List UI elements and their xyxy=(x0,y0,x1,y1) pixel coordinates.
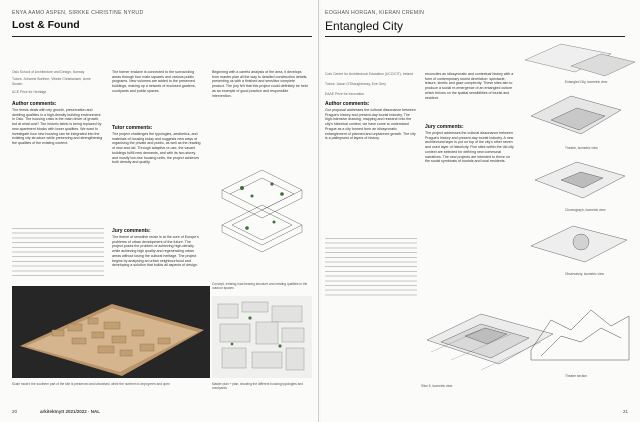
right-jury-comments-head: Jury comments: xyxy=(425,124,464,130)
right-col2-text: reconciles an idiosyncratic and contextual history with a form of contemporary tourist dereliction: spectacle, leisure, kinetic and gaze complexity. These sites aim to produce a social re-emergence of an entangled culture which thrives on the spatial sensibilities of tourist and resident. xyxy=(425,72,514,100)
side-caption: Theatre, isometric view xyxy=(565,146,598,150)
magazine-name: arkitektnytt 2021/2022 · NAL xyxy=(40,409,101,414)
side-caption: Theatre section xyxy=(565,374,587,378)
right-authors: EOGHAN HORGAN, KIERAN CREMIN xyxy=(325,10,425,16)
left-author-comments-head: Author comments: xyxy=(12,101,57,107)
right-prize: EAAE Prize for Innovation xyxy=(325,92,365,96)
side-caption: Choreograph, isometric view xyxy=(565,208,606,212)
entangled-city-collage xyxy=(521,36,639,80)
theatre-section-image xyxy=(521,290,639,372)
right-folio: 21 xyxy=(622,409,628,414)
entangled-city-drawing xyxy=(521,36,639,80)
concept-drawing-caption: Concept, existing load bearing structure and existing qualities in the outdoor spaces xyxy=(212,282,308,291)
left-title-rule xyxy=(12,36,312,37)
choreograph-drawing xyxy=(521,150,639,208)
theatre-section-drawing xyxy=(521,290,639,372)
side-caption: Entangled City, isometric view xyxy=(565,80,608,84)
observatory-isometric-image xyxy=(521,212,639,272)
slice-isometric-caption: Slice 5, isometric view xyxy=(421,384,453,388)
left-col1-text-continuation xyxy=(12,228,104,278)
scale-model-photo xyxy=(12,286,210,378)
observatory-drawing xyxy=(521,212,639,272)
theatre-drawing xyxy=(521,86,639,146)
right-title: Entangled City xyxy=(325,19,404,33)
left-author-comments-text: The thesis deals with city growth, preservation and dwelling qualities in a high-density building environment in Oslo. The housing crisis is the main driver of growth, but at what cost? The historic fabric is being replaced by new apartment blocks with lower qualities. We want to investigate how new housing can be integrated into the existing city structure while preserving and strengthening the qualities of the existing context. xyxy=(12,108,103,145)
right-tutors: Tutors: Jason O'Shaughnessy, Eve Grey xyxy=(325,82,386,86)
right-col1-text-continuation xyxy=(325,238,417,298)
right-author-comments-head: Author comments: xyxy=(325,101,370,107)
left-col3-text: Beginning with a careful analysis of the area, it develops from master plan all the way to detailed construction details, presenting us with a finished and sensitive complete product. The jury felt that this project could definitely be held as an example of good practice and responsible intervention. xyxy=(212,70,308,98)
left-prize: ACE Prize for Heritage xyxy=(12,90,47,94)
choreograph-isometric-image xyxy=(521,150,639,208)
master-plan xyxy=(212,296,312,378)
left-tutors: Tutors: Johanne Borthne, Vibeke Christiansen, Anne Skoien xyxy=(12,77,91,86)
right-school: Cork Centre for Architectural Education (UCC/CIT), Ireland xyxy=(325,72,413,76)
left-col2-intro: The former enclave is connected to the surrounding areas through four main squares and various public programs. New volumes are added to the preserved buildings, making up a network of enclosed gardens, courtyards and public spaces. xyxy=(112,70,196,93)
master-plan-image xyxy=(212,296,312,378)
scale-model-caption: Scale model: the southern part of the site is preserved and urbanised, while the northern is kept green and open xyxy=(12,382,170,386)
scale-model-illustration xyxy=(12,286,210,378)
right-author-comments-text: Our proposal addresses the cultural dissonance between Prague's history and present-day tourist industry. The high-intensive drawing, mapping and research into the city's historical context, we have come to understand Prague as a city formed from an idiosyncratic entanglement of planned and unplanned growth. The city is a palimpsest of layers of history. xyxy=(325,108,416,141)
side-caption: Observatory, isometric view xyxy=(565,272,604,276)
concept-drawing-image xyxy=(212,150,312,270)
left-jury-comments-head: Jury comments: xyxy=(112,228,151,234)
left-school: Oslo School of Architecture and Design, Norway xyxy=(12,70,85,74)
left-folio: 20 xyxy=(12,409,18,414)
master-plan-caption: Master plan + plan, showing the different housing typologies and courtyards xyxy=(212,382,303,391)
theatre-isometric-image xyxy=(521,86,639,146)
left-title: Lost & Found xyxy=(12,19,80,31)
right-jury-comments-text: The project addresses the cultural dissonance between Prague's history and present-day tourist industry. A new architectural layer is put on top of the city's other seven and used layer of historicity. Five sites within the old city context are selected for defining new communal narratives. The new projects are intended to thrive on the social symbiosis of tourists and local residents. xyxy=(425,131,514,164)
left-tutor-comments-text: The project challenges the typologies, aesthetics, and materials of housing today and suggests new ways of organising the private and public, as well as the reading of new and old. Through adaptive re-use, the vacant buildings fulfill new demands, and with its two-storey and mostly low-rise housing units, the project achieves both density and quality. xyxy=(112,132,201,165)
left-tutor-comments-head: Tutor comments: xyxy=(112,125,153,131)
left-jury-comments-text: The theme of sensitive reuse is at the core of Europe's problems of urban development of the future. The project poses the problem of achieving high-density while achieving high quality and regenerating urban areas without losing the cultural heritage. The project begins by analysing an urban neighbourhood and developing a solution that builds all aspects of design. xyxy=(112,235,199,268)
left-page xyxy=(0,0,319,422)
concept-drawing xyxy=(212,150,312,270)
left-authors: ENYA AAMO ASPEN, SIRKKE CHRISTINE NYRUD xyxy=(12,10,144,16)
right-page xyxy=(321,0,640,422)
